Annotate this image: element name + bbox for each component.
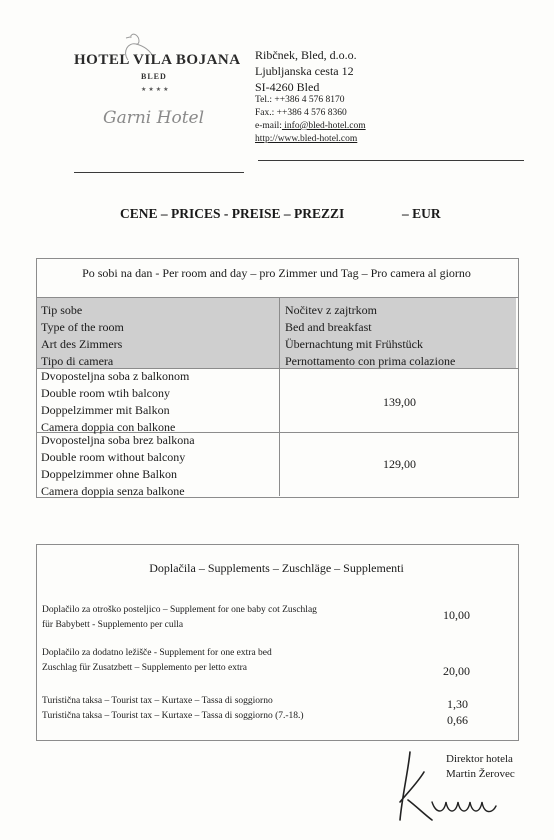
- column-header-line: Art des Zimmers: [41, 337, 123, 351]
- supplement-text: Turistična taksa – Tourist tax – Kurtaxe – Tassa di soggiorno: [42, 696, 273, 706]
- room-name-line: Doppelzimmer ohne Balkon: [41, 467, 177, 481]
- handwritten-signature: [388, 742, 518, 828]
- hotel-name: HOTEL VILA BOJANA: [74, 52, 241, 68]
- logo-rule: [74, 172, 244, 173]
- website-link[interactable]: http://www.bled-hotel.com: [255, 134, 358, 144]
- column-header-line: Nočitev z zajtrkom: [285, 303, 377, 317]
- supplement-text: Zuschlag für Zusatzbett – Supplemento per letto extra: [42, 663, 247, 673]
- column-header-line: Tipo di camera: [41, 354, 114, 368]
- supplement-text: für Babybett - Supplemento per culla: [42, 620, 184, 630]
- supplement-item: [42, 646, 272, 676]
- room-row-name: [41, 368, 189, 436]
- address-city: SI-4260 Bled: [255, 80, 320, 94]
- room-name-line: Doppelzimmer mit Balkon: [41, 403, 170, 417]
- signatory-title: Direktor hotela: [446, 753, 513, 765]
- room-name-line: Camera doppia con balkone: [41, 420, 176, 434]
- column-header-room-type: [41, 302, 124, 370]
- supplements-heading: Doplačila – Supplements – Zuschläge – Supplementi: [149, 561, 404, 575]
- header-rule: [258, 160, 524, 161]
- hotel-stars: ★★★★: [141, 87, 171, 93]
- room-name-line: Camera doppia senza balkone: [41, 484, 185, 498]
- supplement-price: 1,30: [447, 697, 468, 711]
- column-divider: [279, 298, 280, 496]
- email-link[interactable]: info@bled-hotel.com: [281, 121, 366, 131]
- supplement-price: 0,66: [447, 713, 468, 727]
- page-title: CENE – PRICES - PREISE – PREZZI: [120, 206, 345, 221]
- supplement-item: [42, 694, 304, 724]
- supplement-text: Doplačilo za dodatno ležišče - Supplement for one extra bed: [42, 648, 272, 658]
- supplement-item: [42, 603, 317, 633]
- email-label: e-mail:: [255, 121, 282, 131]
- price-table-heading: Po sobi na dan - Per room and day – pro Zimmer und Tag – Pro camera al giorno: [82, 266, 471, 280]
- supplement-price: 10,00: [443, 608, 470, 622]
- company-name: Ribčnek, Bled, d.o.o.: [255, 48, 357, 62]
- column-header-line: Tip sobe: [41, 303, 83, 317]
- hotel-tagline: Garni Hotel: [103, 108, 205, 128]
- email-line: [255, 121, 366, 131]
- currency-label: – EUR: [402, 206, 441, 221]
- phone-number: Tel.: ++386 4 576 8170: [255, 95, 345, 105]
- column-header-line: Type of the room: [41, 320, 124, 334]
- room-row-name: [41, 432, 195, 500]
- room-name-line: Dvoposteljna soba brez balkona: [41, 433, 195, 447]
- room-name-line: Double room without balcony: [41, 450, 186, 464]
- room-price: 139,00: [383, 395, 416, 409]
- supplement-price: 20,00: [443, 664, 470, 678]
- room-name-line: Double room wtih balcony: [41, 386, 170, 400]
- column-header-line: Pernottamento con prima colazione: [285, 354, 456, 368]
- room-name-line: Dvoposteljna soba z balkonom: [41, 369, 190, 383]
- fax-number: Fax.: ++386 4 576 8360: [255, 108, 347, 118]
- column-header-line: Bed and breakfast: [285, 320, 372, 334]
- address-street: Ljubljanska cesta 12: [255, 64, 354, 78]
- supplement-text: Doplačilo za otroško posteljico – Supplement for one baby cot Zuschlag: [42, 605, 317, 615]
- column-header-board: [285, 302, 455, 370]
- supplement-text: Turistična taksa – Tourist tax – Kurtaxe – Tassa di soggiorno (7.-18.): [42, 711, 304, 721]
- signatory-name: Martin Žerovec: [446, 768, 515, 780]
- room-price: 129,00: [383, 457, 416, 471]
- hotel-location: BLED: [141, 72, 167, 81]
- column-header-line: Übernachtung mit Frühstück: [285, 337, 423, 351]
